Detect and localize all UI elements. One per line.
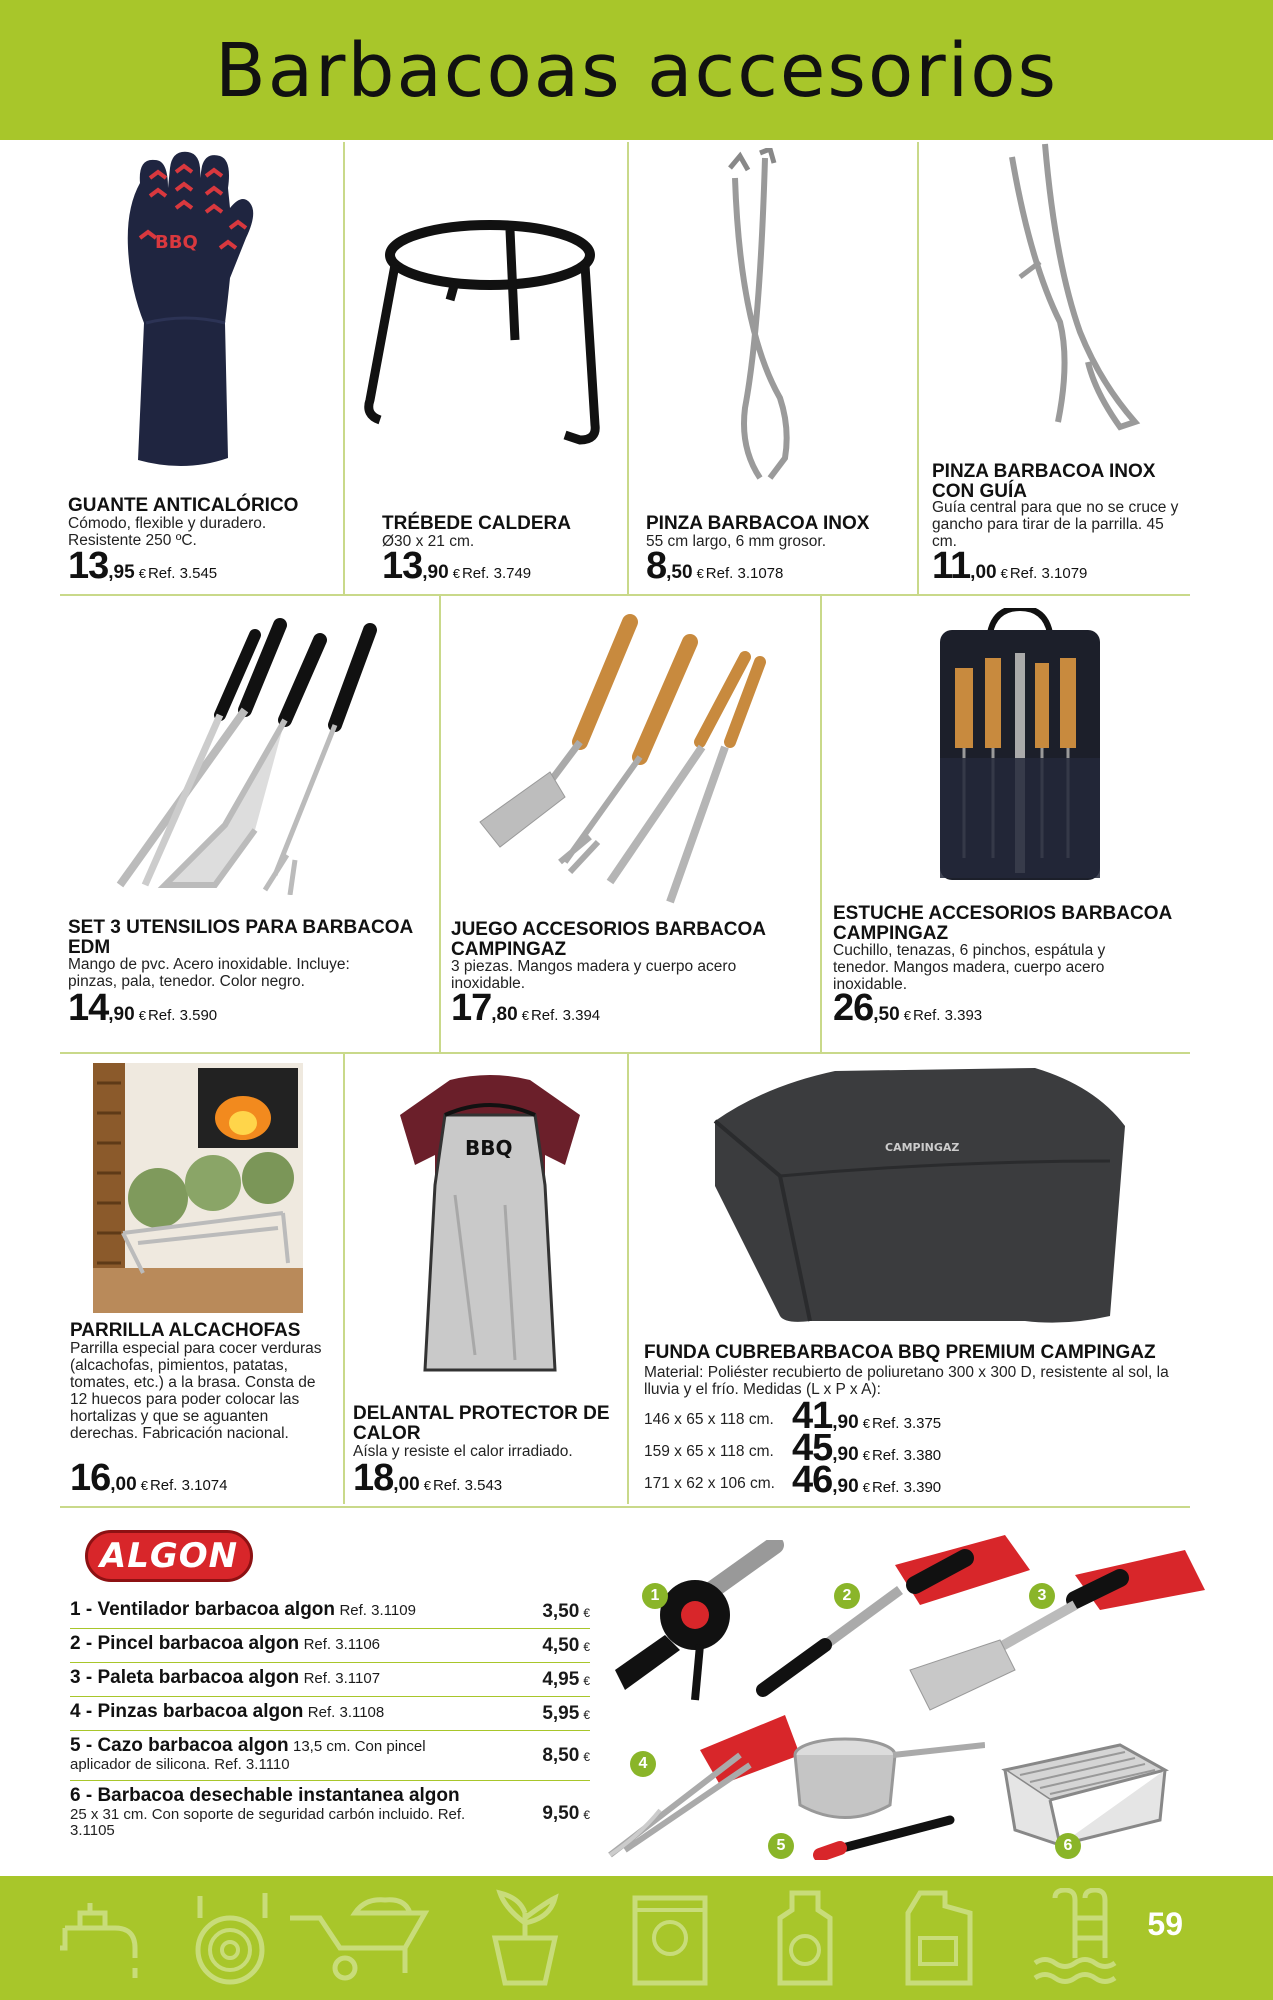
svg-text:BBQ: BBQ bbox=[465, 1136, 513, 1160]
grid-divider bbox=[60, 1506, 1190, 1508]
page-footer bbox=[0, 1876, 1273, 2000]
size-row: 146 x 65 x 118 cm. 41,90 € Ref. 3.375 bbox=[644, 1395, 942, 1437]
grid-divider bbox=[343, 1054, 345, 1504]
item-number-badge: 6 bbox=[1055, 1833, 1081, 1859]
product-description: Cómodo, flexible y duradero. Resistente 250 ºC. bbox=[68, 515, 267, 549]
list-item: 3 - Paleta barbacoa algon Ref. 3.1107 4,95 € bbox=[70, 1663, 590, 1697]
product-description: Material: Poliéster recubierto de poliuretano 300 x 300 D, resistente al sol, la lluvia y el frío. Medidas (L x P x A): bbox=[644, 1364, 1169, 1398]
disposable-bbq-image bbox=[1000, 1740, 1170, 1850]
product-price: 17,80 € Ref. 3.394 bbox=[451, 987, 601, 1029]
list-item: 6 - Barbacoa desechable instantanea algon 25 x 31 cm. Con soporte de seguridad carbón incluido. Ref. 3.1105 9,50 € bbox=[70, 1785, 590, 1839]
product-price: 14,90 € Ref. 3.590 bbox=[68, 987, 218, 1029]
item-price: 8,50 € bbox=[542, 1744, 590, 1766]
item-price: 4,95 € bbox=[542, 1668, 590, 1690]
hose-icon bbox=[180, 1888, 290, 1988]
list-item: 5 - Cazo barbacoa algon 13,5 cm. Con pincel aplicador de silicona. Ref. 3.1110 8,50 € bbox=[70, 1731, 590, 1781]
product-description: Mango de pvc. Acero inoxidable. Incluye: pinzas, pala, tenedor. Color negro. bbox=[68, 956, 350, 990]
algon-price-list bbox=[70, 1595, 590, 1847]
item-price: 3,50 € bbox=[542, 1600, 590, 1622]
product-description: Ø30 x 21 cm. bbox=[382, 533, 475, 550]
wood-utensils-image bbox=[470, 612, 770, 912]
product-name: DELANTAL PROTECTOR DE CALOR bbox=[353, 1403, 610, 1444]
page-header bbox=[0, 0, 1273, 140]
product-description: Parrilla especial para cocer verduras (alcachofas, pimientos, patatas, tomates, etc.) a la brasa. Consta de 12 huecos para poder colocar las hortalizas y que se aguanten derechas. Fabricación nacional. bbox=[70, 1340, 322, 1442]
grid-divider bbox=[917, 142, 919, 594]
item-price: 9,50 € bbox=[542, 1803, 590, 1824]
item-number-badge: 4 bbox=[630, 1751, 656, 1777]
svg-text:BBQ: BBQ bbox=[155, 232, 198, 253]
product-name: GUANTE ANTICALÓRICO bbox=[68, 495, 299, 516]
size-price: 45,90 € Ref. 3.380 bbox=[792, 1427, 942, 1469]
chemical-jug-icon bbox=[900, 1888, 980, 1988]
grid-divider bbox=[439, 596, 441, 1052]
product-price: 18,00 € Ref. 3.543 bbox=[353, 1457, 503, 1499]
product-name: PINZA BARBACOA INOX CON GUÍA bbox=[932, 461, 1156, 502]
page-title: Barbacoas accesorios bbox=[214, 28, 1059, 114]
size-price: 46,90 € Ref. 3.390 bbox=[792, 1459, 942, 1501]
pot-image bbox=[785, 1730, 985, 1860]
grid-divider bbox=[60, 594, 1190, 596]
grid-divider bbox=[343, 142, 345, 594]
item-price: 4,50 € bbox=[542, 1634, 590, 1656]
product-description: Aísla y resiste el calor irradiado. bbox=[353, 1443, 573, 1460]
product-price: 13,95 € Ref. 3.545 bbox=[68, 545, 218, 587]
tongs-image bbox=[715, 148, 825, 488]
product-description: 55 cm largo, 6 mm grosor. bbox=[646, 533, 827, 550]
product-name: PINZA BARBACOA INOX bbox=[646, 513, 870, 534]
grid-divider bbox=[627, 142, 629, 594]
product-description: 3 piezas. Mangos madera y cuerpo acero inoxidable. bbox=[451, 958, 737, 992]
wheelbarrow-icon bbox=[285, 1888, 445, 1988]
pesticide-bottle-icon bbox=[770, 1888, 840, 1988]
apron-image bbox=[395, 1075, 585, 1380]
item-number-badge: 1 bbox=[642, 1583, 668, 1609]
cover-logo: CAMPINGAZ bbox=[885, 1141, 960, 1154]
tongs-guide-image bbox=[1000, 142, 1150, 432]
list-item: 4 - Pinzas barbacoa algon Ref. 3.1108 5,95 € bbox=[70, 1697, 590, 1731]
grid-divider bbox=[820, 596, 822, 1052]
faucet-icon bbox=[50, 1888, 150, 1988]
size-row: 159 x 65 x 118 cm. 45,90 € Ref. 3.380 bbox=[644, 1427, 942, 1469]
product-price: 8,50 € Ref. 3.1078 bbox=[646, 545, 784, 587]
grid-divider bbox=[60, 1052, 1190, 1054]
algon-logo: ALGON bbox=[85, 1530, 253, 1582]
product-name: ESTUCHE ACCESORIOS BARBACOA CAMPINGAZ bbox=[833, 903, 1172, 944]
page-number: 59 bbox=[1147, 1906, 1183, 1942]
list-item: 1 - Ventilador barbacoa algon Ref. 3.1109 3,50 € bbox=[70, 1595, 590, 1629]
product-name: PARRILLA ALCACHOFAS bbox=[70, 1320, 301, 1341]
item-price: 5,95 € bbox=[542, 1702, 590, 1724]
glove-image bbox=[110, 148, 260, 473]
item-number-badge: 5 bbox=[768, 1833, 794, 1859]
product-price: 16,00 € Ref. 3.1074 bbox=[70, 1457, 228, 1499]
seed-bag-icon bbox=[630, 1888, 710, 1988]
bbq-case-image bbox=[935, 608, 1105, 883]
pool-ladder-icon bbox=[1030, 1888, 1120, 1988]
bbq-cover-image bbox=[705, 1066, 1130, 1326]
product-price: 13,90 € Ref. 3.749 bbox=[382, 545, 532, 587]
plant-pot-icon bbox=[480, 1888, 570, 1988]
spatula-image bbox=[905, 1550, 1205, 1720]
trivet-image bbox=[355, 220, 620, 465]
item-number-badge: 2 bbox=[834, 1583, 860, 1609]
product-description: Cuchillo, tenazas, 6 pinchos, espátula y tenedor. Mangos madera, cuerpo acero inoxidable. bbox=[833, 942, 1106, 993]
size-price: 41,90 € Ref. 3.375 bbox=[792, 1395, 942, 1437]
product-description: Guía central para que no se cruce y gancho para tirar de la parrilla. 45 cm. bbox=[932, 499, 1179, 550]
artichoke-grill-image bbox=[93, 1063, 303, 1313]
product-name: FUNDA CUBREBARBACOA BBQ PREMIUM CAMPINGAZ bbox=[644, 1342, 1156, 1363]
product-name: SET 3 UTENSILIOS PARA BARBACOA EDM bbox=[68, 917, 413, 958]
product-price: 11,00 € Ref. 3.1079 bbox=[932, 545, 1088, 587]
product-name: TRÉBEDE CALDERA bbox=[382, 513, 571, 534]
product-name: JUEGO ACCESORIOS BARBACOA CAMPINGAZ bbox=[451, 919, 766, 960]
product-price: 26,50 € Ref. 3.393 bbox=[833, 987, 983, 1029]
utensils-set-image bbox=[105, 615, 385, 895]
item-number-badge: 3 bbox=[1029, 1583, 1055, 1609]
size-row: 171 x 62 x 106 cm. 46,90 € Ref. 3.390 bbox=[644, 1459, 942, 1501]
list-item: 2 - Pincel barbacoa algon Ref. 3.1106 4,50 € bbox=[70, 1629, 590, 1663]
